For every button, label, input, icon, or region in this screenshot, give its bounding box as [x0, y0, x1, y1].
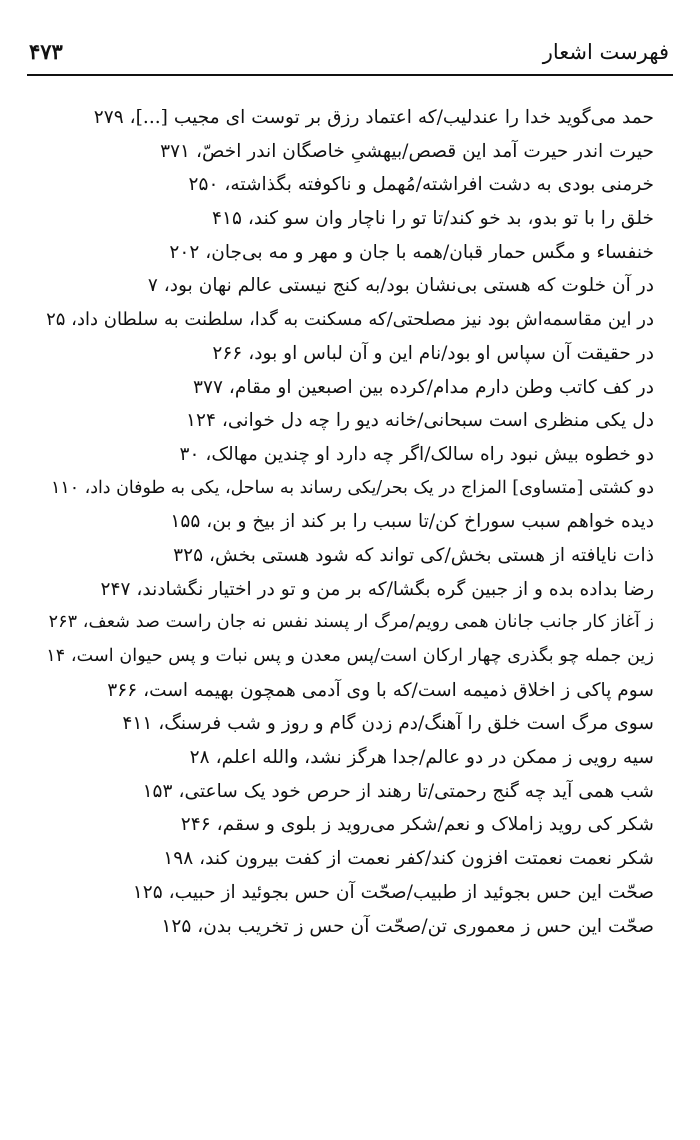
index-entry: دو خطوه بیش نبود راه سالک/اگر چه دارد او چندین مهالک، ۳۰ [179, 443, 654, 465]
index-entry: زین جمله چو بگذری چهار ارکان است/پس معدن و پس نبات و پس حیوان است، ۱۴ [46, 646, 654, 666]
page-header [27, 34, 673, 76]
index-entry: در این مقاسمه‌اش بود نیز مصلحتی/که مسکنت به گدا، سلطنت به سلطان داد، ۲۵ [46, 309, 654, 331]
index-entry: دل یکی منظری است سبحانی/خانه دیو را چه دل خوانی، ۱۲۴ [186, 410, 654, 432]
index-entry: شکر کی روید زاملاک و نعم/شکر می‌روید ز بلوی و سقم، ۲۴۶ [180, 814, 654, 836]
index-entry: سوی مرگ است خلق را آهنگ/دم زدن گام و روز و شب فرسنگ، ۴۱۱ [122, 713, 654, 735]
index-entry: در آن خلوت که هستی بی‌نشان بود/به کنج نیستی عالم نهان بود، ۷ [147, 275, 654, 297]
index-entry: ز آغاز کار جانب جانان همی رویم/مرگ ار پسند نفس نه جان راست صد شعف، ۲۶۳ [48, 612, 654, 633]
index-entry: در کف کاتب وطن دارم مدام/کرده بین اصبعین او مقام، ۳۷۷ [193, 376, 654, 398]
index-entry: خنفساء و مگس حمار قبان/همه با جان و مهر و مه بی‌جان، ۲۰۲ [169, 241, 654, 263]
index-entry: حمد می‌گوید خدا را عندلیب/که اعتماد رزق بر توست ای مجیب [...]، ۲۷۹ [93, 107, 654, 128]
page-number: ۴۷۳ [29, 39, 63, 64]
index-entry: ذات نایافته از هستی بخش/کی تواند که شود هستی بخش، ۳۲۵ [173, 544, 654, 566]
index-entry: رضا بداده بده و از جبین گره بگشا/که بر من و تو در اختیار نگشادند، ۲۴۷ [100, 578, 654, 600]
index-entry: سیه رویی ز ممکن در دو عالم/جدا هرگز نشد، والله اعلم، ۲۸ [189, 747, 654, 769]
index-entry: صحّت این حس بجوئید از طبیب/صحّت آن حس بجوئید از حبیب، ۱۲۵ [132, 881, 654, 903]
running-title: فهرست اشعار [542, 40, 669, 64]
index-entry: خلق را با تو بدو، بد خو کند/تا تو را ناچار وان سو کند، ۴۱۵ [211, 208, 654, 230]
index-entry: شب همی آید چه گنج رحمتی/تا رهند از حرص خود یک ساعتی، ۱۵۳ [142, 780, 654, 802]
index-entry: شکر نعمت نعمتت افزون کند/کفر نعمت از کفت بیرون کند، ۱۹۸ [163, 848, 654, 870]
index-entry: دو کشتی [متساوی] المزاج در یک بحر/یکی رساند به ساحل، یکی به طوفان داد، ۱۱۰ [51, 477, 654, 498]
index-entry: خرمنی بودی به دشت افراشته/مُهمل و ناکوفته بگذاشته، ۲۵۰ [188, 174, 654, 196]
poem-index-list [45, 101, 654, 943]
index-entry: سوم پاکی ز اخلاق ذمیمه است/که با وی آدمی همچون بهیمه است، ۳۶۶ [107, 679, 654, 701]
index-entry: صحّت این حس ز معموری تن/صحّت آن حس ز تخریب بدن، ۱۲۵ [161, 915, 654, 937]
index-entry: حیرت اندر حیرت آمد این قصص/بیهشیِ خاصگان اندر اخصّ، ۳۷۱ [160, 140, 654, 162]
index-entry: در حقیقت آن سپاس او بود/نام این و آن لباس او بود، ۲۶۶ [212, 342, 654, 364]
index-entry: دیده خواهم سبب سوراخ کن/تا سبب را بر کند از بیخ و بن، ۱۵۵ [170, 511, 654, 533]
